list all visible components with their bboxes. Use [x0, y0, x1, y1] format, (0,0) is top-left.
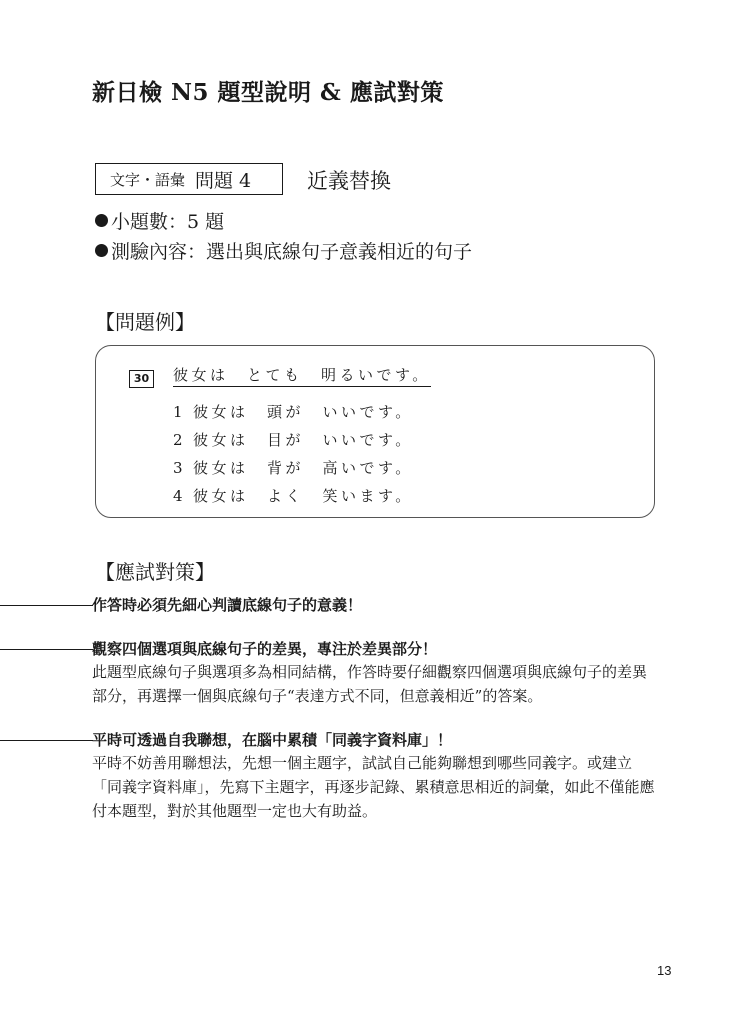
option-number: 3 — [173, 459, 183, 477]
option-item — [173, 482, 414, 510]
option-list — [173, 398, 414, 510]
info-content-text: 測驗內容：選出與底線句子意義相近的句子 — [111, 241, 473, 263]
question-number-badge: 30 — [129, 370, 154, 388]
info-content — [95, 237, 472, 267]
strategy-title: 作答時必須先細心判讀底線句子的意義！ — [92, 596, 363, 614]
option-number: 1 — [173, 403, 183, 421]
option-item — [173, 454, 414, 482]
option-number: 2 — [173, 431, 183, 449]
page-title: 新日檢 N5 題型說明 & 應試對策 — [92, 79, 444, 106]
strategy-item-3 — [92, 729, 658, 823]
underlined-sentence: 彼女は とても 明るいです。 — [173, 364, 431, 387]
strategy-item-2 — [92, 638, 658, 708]
strategy-body: 平時不妨善用聯想法，先想一個主題字，試試自己能夠聯想到哪些同義字。或建立「同義字資料庫」，先寫下主題字，再逐步記錄、累積意思相近的詞彙，如此不僅能應付本題型，對於其他題型一定也大有助益。 — [92, 754, 655, 820]
example-heading: 【問題例】 — [95, 310, 195, 334]
bullet-dot-icon — [95, 214, 108, 227]
info-list — [95, 207, 472, 267]
section-name: 近義替換 — [307, 169, 391, 193]
option-item — [173, 398, 414, 426]
strategy-item-1 — [92, 594, 658, 616]
bullet-dot-icon — [95, 244, 108, 257]
option-text: 彼女は 目が いいです。 — [193, 431, 414, 449]
info-count — [95, 207, 472, 237]
option-number: 4 — [173, 487, 183, 505]
section-category: 文字・語彙 — [110, 170, 186, 189]
option-item — [173, 426, 414, 454]
strategy-rule-line — [0, 605, 93, 606]
example-box — [95, 345, 655, 518]
section-label-box — [95, 163, 283, 195]
info-count-text: 小題數：5 題 — [111, 211, 225, 233]
option-text: 彼女は 頭が いいです。 — [193, 403, 414, 421]
strategy-title: 平時可透過自我聯想，在腦中累積「同義字資料庫」！ — [92, 731, 453, 749]
option-text: 彼女は よく 笑います。 — [193, 487, 414, 505]
section-problem-number: 問題 4 — [195, 169, 252, 192]
strategy-title: 觀察四個選項與底線句子的差異，專注於差異部分！ — [92, 640, 438, 658]
option-text: 彼女は 背が 高いです。 — [193, 459, 414, 477]
strategy-body: 此題型底線句子與選項多為相同結構，作答時要仔細觀察四個選項與底線句子的差異部分，再選擇一個與底線句子“表達方式不同，但意義相近”的答案。 — [92, 663, 648, 705]
strategy-rule-line — [0, 649, 93, 650]
strategy-heading: 【應試對策】 — [95, 560, 215, 584]
strategy-rule-line — [0, 740, 93, 741]
page-number: 13 — [657, 963, 672, 978]
